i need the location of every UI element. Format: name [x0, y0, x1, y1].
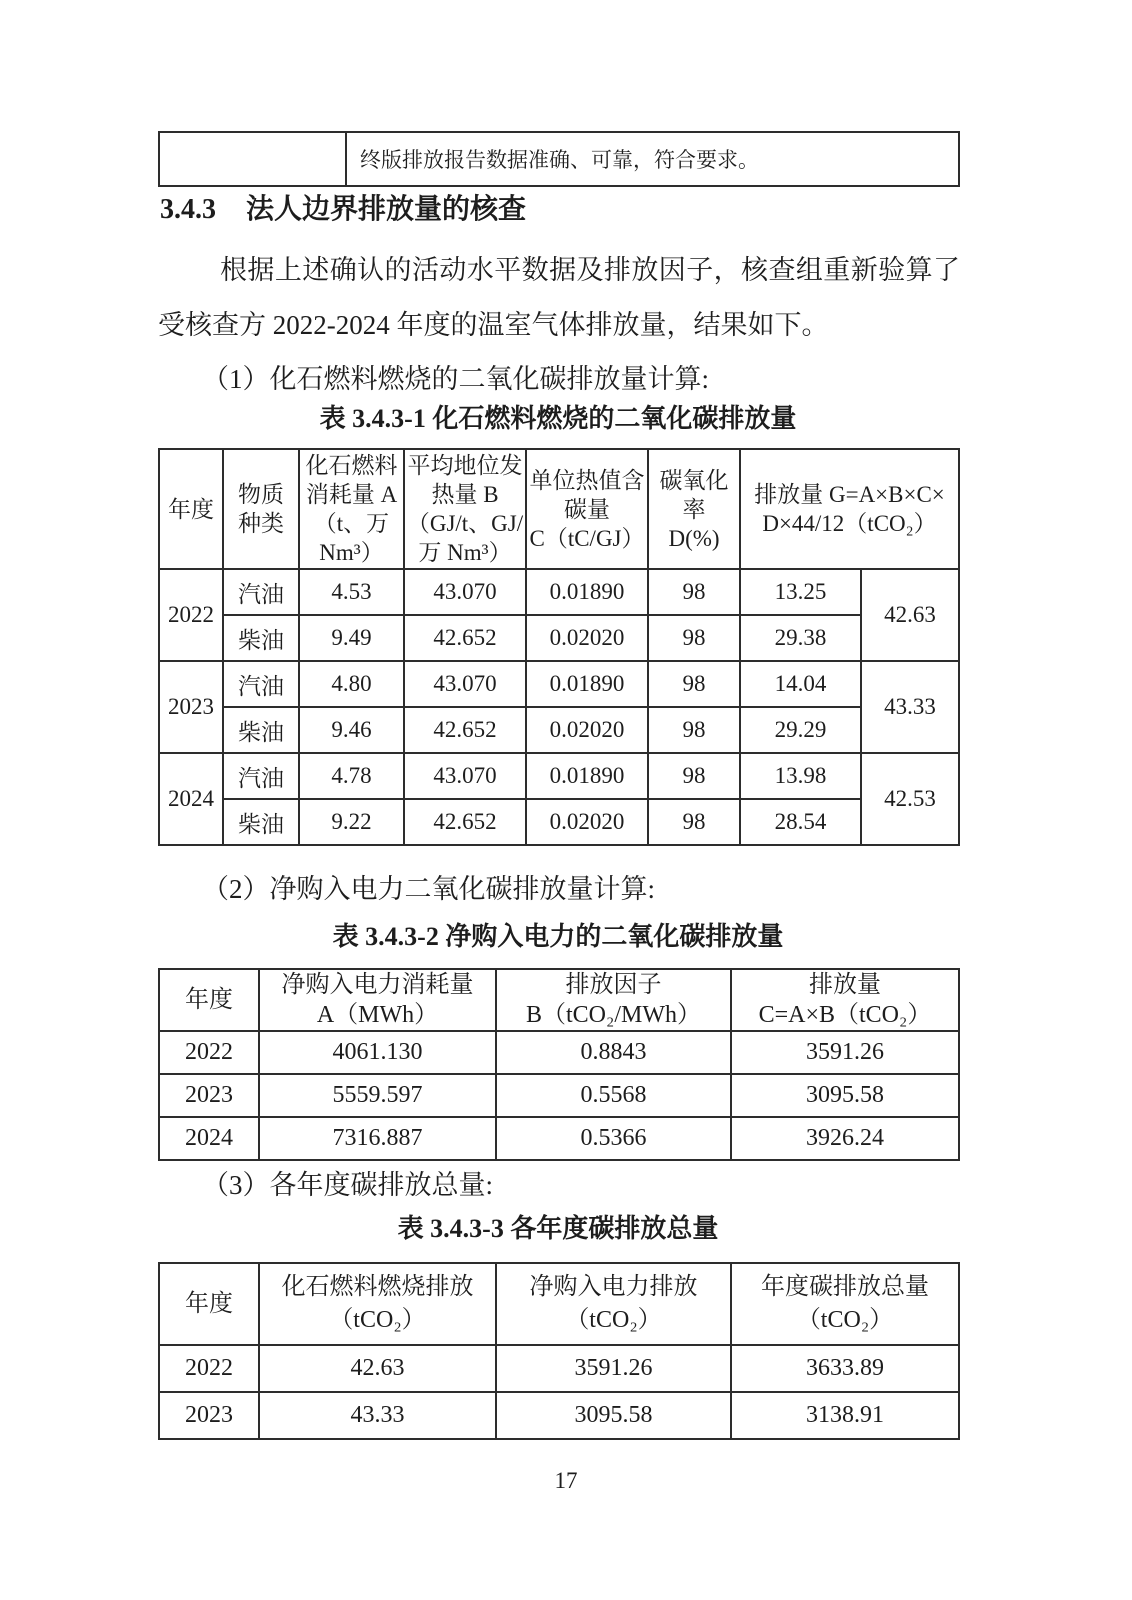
col-header-factor: 排放因子 B（tCO₂/MWh）: [496, 969, 731, 1031]
table-row: [159, 1031, 959, 1074]
oxidation-rate-cell: 98: [648, 707, 740, 753]
heat-value-cell: 43.070: [404, 753, 526, 799]
annual-total-table: [158, 1262, 960, 1440]
table-row: [159, 615, 959, 661]
section-title: 法人边界排放量的核查: [246, 194, 527, 225]
year-cell: 2023: [159, 661, 223, 753]
col-header-year: 年度: [159, 449, 223, 569]
heat-value-cell: 43.070: [404, 569, 526, 615]
carbon-content-cell: 0.02020: [526, 799, 648, 845]
annual-total-cell: 3633.89: [731, 1345, 959, 1392]
electricity-table: [158, 968, 960, 1161]
col-header-heat-value: 平均地位发 热量 B （GJ/t、GJ/ 万 Nm³）: [404, 449, 526, 569]
factor-cell: 0.8843: [496, 1031, 731, 1074]
oxidation-rate-cell: 98: [648, 661, 740, 707]
annual-total-cell: 3138.91: [731, 1392, 959, 1439]
emission-cell: 13.98: [740, 753, 861, 799]
emission-cell: 29.38: [740, 615, 861, 661]
fossil-table-title: 表 3.4.3-1 化石燃料燃烧的二氧化碳排放量: [319, 404, 797, 433]
table-row: [159, 1117, 959, 1160]
carbon-content-cell: 0.02020: [526, 615, 648, 661]
col-header-year: 年度: [159, 969, 259, 1031]
subsection-3-label: （3）各年度碳排放总量:: [202, 1170, 494, 1200]
fuel-type-cell: 汽油: [223, 661, 299, 707]
section-number: 3.4.3: [160, 194, 216, 225]
fossil-emission-cell: 42.63: [259, 1345, 496, 1392]
table-row: [159, 753, 959, 799]
col-header-fossil-emission: 化石燃料燃烧排放 （tCO₂）: [259, 1263, 496, 1345]
subsection-1-label: （1）化石燃料燃烧的二氧化碳排放量计算:: [202, 364, 710, 394]
year-total-cell: 42.63: [861, 569, 959, 661]
electricity-emission-cell: 3591.26: [496, 1345, 731, 1392]
carryover-table: [158, 131, 960, 187]
electricity-table-title: 表 3.4.3-2 净购入电力的二氧化碳排放量: [332, 922, 784, 951]
table-header-row: [159, 449, 959, 569]
section-heading: [160, 192, 960, 228]
table-row: [159, 707, 959, 753]
year-cell: 2024: [159, 753, 223, 845]
col-header-emission: 排放量 C=A×B（tCO₂）: [731, 969, 959, 1031]
col-header-carbon-content: 单位热值含 碳量 C（tC/GJ）: [526, 449, 648, 569]
year-cell: 2022: [159, 1031, 259, 1074]
carbon-content-cell: 0.01890: [526, 569, 648, 615]
col-header-oxidation-rate: 碳氧化 率 D(%): [648, 449, 740, 569]
heat-value-cell: 42.652: [404, 707, 526, 753]
emission-cell: 3095.58: [731, 1074, 959, 1117]
consumption-cell: 4.53: [299, 569, 404, 615]
emission-cell: 3591.26: [731, 1031, 959, 1074]
heat-value-cell: 43.070: [404, 661, 526, 707]
year-total-cell: 43.33: [861, 661, 959, 753]
electricity-emission-cell: 3095.58: [496, 1392, 731, 1439]
fuel-type-cell: 柴油: [223, 707, 299, 753]
fuel-type-cell: 柴油: [223, 799, 299, 845]
table-row: [159, 661, 959, 707]
table-row: [159, 1074, 959, 1117]
emission-cell: 29.29: [740, 707, 861, 753]
factor-cell: 0.5366: [496, 1117, 731, 1160]
col-header-emission: 排放量 G=A×B×C× D×44/12（tCO₂）: [740, 449, 959, 569]
table-row: [159, 799, 959, 845]
year-cell: 2022: [159, 1345, 259, 1392]
col-header-year: 年度: [159, 1263, 259, 1345]
factor-cell: 0.5568: [496, 1074, 731, 1117]
carbon-content-cell: 0.01890: [526, 661, 648, 707]
table-row: [159, 1345, 959, 1392]
fuel-type-cell: 汽油: [223, 753, 299, 799]
table-row: [159, 1392, 959, 1439]
total-table-title: 表 3.4.3-3 各年度碳排放总量: [397, 1214, 719, 1243]
carbon-content-cell: 0.02020: [526, 707, 648, 753]
year-cell: 2023: [159, 1074, 259, 1117]
fuel-type-cell: 柴油: [223, 615, 299, 661]
fuel-type-cell: 汽油: [223, 569, 299, 615]
intro-paragraph: 根据上述确认的活动水平数据及排放因子，核查组重新验算了受核查方 2022-2024 年度的温室气体排放量，结果如下。: [158, 255, 960, 340]
col-header-consumption: 净购入电力消耗量 A（MWh）: [259, 969, 496, 1031]
col-header-material: 物质 种类: [223, 449, 299, 569]
consumption-cell: 4.78: [299, 753, 404, 799]
consumption-cell: 9.49: [299, 615, 404, 661]
oxidation-rate-cell: 98: [648, 569, 740, 615]
year-cell: 2022: [159, 569, 223, 661]
col-header-electricity-emission: 净购入电力排放 （tCO₂）: [496, 1263, 731, 1345]
carryover-empty-cell: [159, 132, 346, 186]
carbon-content-cell: 0.01890: [526, 753, 648, 799]
consumption-cell: 4.80: [299, 661, 404, 707]
table-row: [159, 132, 959, 186]
table-row: [159, 569, 959, 615]
fossil-emission-cell: 43.33: [259, 1392, 496, 1439]
fossil-fuel-table: [158, 448, 960, 846]
heat-value-cell: 42.652: [404, 799, 526, 845]
subsection-2-label: （2）净购入电力二氧化碳排放量计算:: [202, 874, 656, 904]
year-total-cell: 42.53: [861, 753, 959, 845]
emission-cell: 13.25: [740, 569, 861, 615]
col-header-annual-total: 年度碳排放总量 （tCO₂）: [731, 1263, 959, 1345]
year-cell: 2024: [159, 1117, 259, 1160]
consumption-cell: 5559.597: [259, 1074, 496, 1117]
page-number: 17: [554, 1468, 578, 1493]
consumption-cell: 4061.130: [259, 1031, 496, 1074]
year-cell: 2023: [159, 1392, 259, 1439]
table-header-row: [159, 969, 959, 1031]
oxidation-rate-cell: 98: [648, 799, 740, 845]
heat-value-cell: 42.652: [404, 615, 526, 661]
emission-cell: 14.04: [740, 661, 861, 707]
col-header-consumption: 化石燃料 消耗量 A （t、万 Nm³）: [299, 449, 404, 569]
emission-cell: 3926.24: [731, 1117, 959, 1160]
consumption-cell: 9.22: [299, 799, 404, 845]
table-header-row: [159, 1263, 959, 1345]
oxidation-rate-cell: 98: [648, 615, 740, 661]
carryover-statement-cell: 终版排放报告数据准确、可靠，符合要求。: [346, 132, 959, 186]
consumption-cell: 9.46: [299, 707, 404, 753]
consumption-cell: 7316.887: [259, 1117, 496, 1160]
emission-cell: 28.54: [740, 799, 861, 845]
oxidation-rate-cell: 98: [648, 753, 740, 799]
